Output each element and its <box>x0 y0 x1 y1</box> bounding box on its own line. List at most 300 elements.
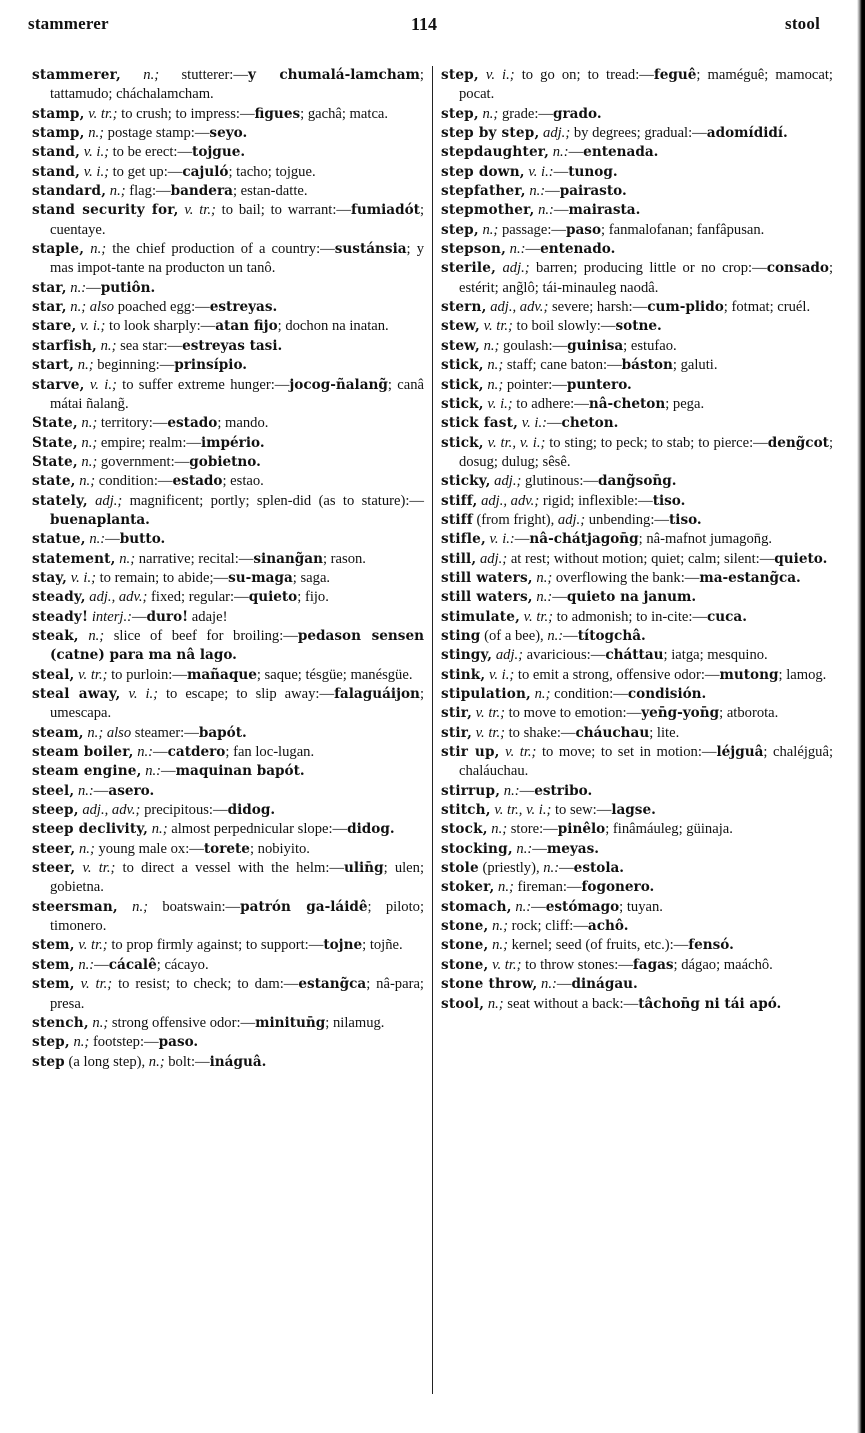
gloss-text: — <box>94 956 109 973</box>
headword: starfish, <box>32 337 97 354</box>
gloss-text: bolt:— <box>164 1053 210 1070</box>
grammar-label: adj., adv.; <box>78 802 141 819</box>
dictionary-entry <box>441 414 833 433</box>
translation: mutong <box>719 666 779 683</box>
gloss-text: (of a bee), <box>480 627 544 644</box>
grammar-label: adj.; <box>490 473 522 490</box>
grammar-label: adj.; <box>87 492 123 509</box>
dictionary-entry <box>32 627 424 666</box>
grammar-label: v. tr.; <box>178 202 216 219</box>
headword: stepson, <box>441 241 507 258</box>
gloss-text: beginning:— <box>93 357 175 374</box>
gloss-text: ; dosug; dulug; sêsê. <box>459 434 833 470</box>
dictionary-entry <box>32 1053 424 1072</box>
gloss-text: to move; to set in motion:— <box>536 744 717 761</box>
dictionary-entry <box>32 666 424 685</box>
translation: patrón ga-láidê <box>240 898 368 915</box>
grammar-label: n.; <box>483 376 504 393</box>
translation: estang̃ca <box>298 976 367 993</box>
headword: stately, <box>32 492 88 509</box>
gloss-text: seat without a back:— <box>503 995 639 1012</box>
headword: stand, <box>32 144 81 161</box>
headword: still waters, <box>441 589 533 606</box>
headword: steel, <box>32 782 75 799</box>
headword: stand, <box>32 163 81 180</box>
page-header <box>28 14 820 40</box>
translation: fensó. <box>688 937 734 954</box>
gloss-text: ; lite. <box>649 724 680 741</box>
gloss-text: strong offensive odor:— <box>108 1014 256 1031</box>
gloss-text: to admonish; to in-cite:— <box>552 608 707 625</box>
headword: steal away, <box>32 686 121 702</box>
gloss-text: ; fotmat; cruél. <box>723 299 811 316</box>
grammar-label: adj.; <box>496 260 530 277</box>
dictionary-entry <box>32 453 424 472</box>
grammar-label: v. i.; <box>120 686 159 702</box>
grammar-label: n.; <box>84 241 107 258</box>
gloss-text: to bail; to warrant:— <box>215 202 351 219</box>
dictionary-entry <box>441 66 833 105</box>
translation: adomídidí. <box>706 125 788 142</box>
headword: steam engine, <box>32 763 142 780</box>
dictionary-entry <box>441 492 833 511</box>
translation: estado <box>172 473 223 490</box>
dictionary-entry <box>441 956 833 975</box>
dictionary-entry <box>32 801 424 820</box>
gloss-text: overflowing the bank:— <box>552 569 700 586</box>
gloss-text: ; tacho; tojgue. <box>228 163 316 180</box>
gloss-text: ; umescapa. <box>50 686 424 722</box>
dictionary-entry <box>441 859 833 878</box>
translation: entenada. <box>583 144 659 161</box>
gloss-text: to resist; to check; to dam:— <box>112 976 299 993</box>
translation: asero. <box>108 782 155 799</box>
headword: State, <box>32 434 78 451</box>
grammar-label: n.; <box>77 415 98 432</box>
translation: estómago <box>545 898 620 915</box>
grammar-label: n.; <box>488 918 508 935</box>
gloss-text: postage stamp:— <box>104 125 210 142</box>
dictionary-entry <box>441 337 833 356</box>
gloss-text: ; cácayo. <box>156 956 209 973</box>
gloss-text: ; saque; tésgüe; manésgüe. <box>256 666 413 683</box>
dictionary-entry <box>32 956 424 975</box>
gloss-text: ; nilamug. <box>325 1014 385 1031</box>
translation: duro! <box>146 608 189 625</box>
translation: jocog-ñalang̃ <box>289 376 388 393</box>
gloss-text: magnificent; portly; splen-did (as to stature):— <box>122 492 424 509</box>
dictionary-entry <box>32 434 424 453</box>
headword: start, <box>32 357 75 374</box>
translation: tojne <box>323 937 363 954</box>
gloss-text: ; finâmáuleg; güinaja. <box>605 821 733 838</box>
translation: fumiadót <box>350 202 420 219</box>
gloss-text: ; estufao. <box>623 337 677 354</box>
grammar-label: n.; <box>487 821 508 838</box>
dictionary-entry <box>441 608 833 627</box>
headword: stool, <box>441 995 485 1012</box>
gloss-text: grade:— <box>498 105 554 122</box>
translation: seyo. <box>209 125 248 142</box>
dictionary-entry <box>32 240 424 279</box>
gloss-text: — <box>559 860 574 877</box>
gloss-text: territory:— <box>97 415 168 432</box>
dictionary-entry <box>441 569 833 588</box>
gloss-text: to prop firmly against; to support:— <box>107 937 324 954</box>
grammar-label: n.; <box>532 569 553 586</box>
headword: sterile, <box>441 260 497 277</box>
headword: stingy, <box>441 647 493 664</box>
grammar-label: v. tr.; <box>84 105 118 122</box>
grammar-label: v. tr.; <box>472 705 505 722</box>
translation: títogchâ. <box>577 627 646 644</box>
headword: stepdaughter, <box>441 144 550 161</box>
headword: stomach, <box>441 898 512 915</box>
dictionary-entry <box>32 105 424 124</box>
grammar-label: n.; also <box>66 299 115 316</box>
translation: cheton. <box>561 415 619 432</box>
translation: paso <box>565 221 602 238</box>
dictionary-entry <box>441 259 833 298</box>
headword: steer, <box>32 860 76 877</box>
headword: stick, <box>441 434 484 451</box>
headword: stocking, <box>441 840 513 857</box>
grammar-label: n.; <box>75 473 96 490</box>
grammar-label: v. tr.; <box>520 608 553 625</box>
gloss-text: ; dágao; maáchô. <box>673 956 773 973</box>
translation: bandera <box>170 183 233 200</box>
gloss-text: — <box>546 415 562 432</box>
headword: stew, <box>441 318 480 335</box>
headword: statue, <box>32 531 86 548</box>
gloss-text: ; tattamudo; cháchalamcham. <box>50 67 424 103</box>
gloss-text: boatswain:— <box>148 898 241 915</box>
dictionary-entry <box>32 859 424 898</box>
headword: sticky, <box>441 473 491 490</box>
gloss-text: almost perpednicular slope:— <box>167 821 348 838</box>
headword: steep declivity, <box>32 821 149 838</box>
headword: steak, <box>32 627 79 644</box>
dictionary-entry <box>32 898 424 937</box>
translation: guinisa <box>567 337 624 354</box>
gloss-text: at rest; without motion; quiet; calm; silent:— <box>507 550 775 567</box>
translation: estribo. <box>534 782 593 799</box>
translation: falaguáijon <box>334 686 420 702</box>
headword: steady, <box>32 589 86 606</box>
dictionary-entry <box>441 646 833 665</box>
grammar-label: n.: <box>500 782 520 799</box>
dictionary-entry <box>441 395 833 414</box>
headword: steer, <box>32 840 76 857</box>
headword: stare, <box>32 318 77 335</box>
right-column <box>441 66 833 1014</box>
translation: minitun̄g <box>255 1014 326 1031</box>
dictionary-entry <box>32 163 424 182</box>
gloss-text: ; nâ-para; presa. <box>50 976 424 1012</box>
dictionary-entry <box>32 724 424 743</box>
gloss-text: to escape; to slip away:— <box>158 686 335 702</box>
dictionary-entry <box>32 820 424 839</box>
gloss-text: ; chaléjguâ; chaláuchau. <box>459 744 833 780</box>
dictionary-entry <box>441 143 833 162</box>
dictionary-entry <box>32 1033 424 1052</box>
gloss-text: by degrees; gradual:— <box>570 125 707 142</box>
headword: stock, <box>441 821 488 838</box>
headword: State, <box>32 415 78 432</box>
gloss-text: — <box>545 183 560 200</box>
grammar-label: n.: <box>85 531 106 548</box>
grammar-label: n.; <box>75 840 95 857</box>
translation: bapót. <box>198 724 247 741</box>
dictionary-entry <box>441 917 833 936</box>
headword: step <box>32 1053 65 1070</box>
headword: stifle, <box>441 531 486 548</box>
grammar-label: adj.; <box>476 550 508 567</box>
headword: stiff <box>441 511 473 528</box>
translation: feguê <box>653 67 697 83</box>
gloss-text: ; pega. <box>665 395 705 412</box>
grammar-label: v. i.; <box>76 318 106 335</box>
gloss-text: ; iatga; mesquino. <box>663 647 768 664</box>
translation: catdero <box>167 744 226 761</box>
translation: cajuló <box>182 163 229 180</box>
translation: dinágau. <box>571 976 638 993</box>
headword: stick, <box>441 357 484 374</box>
grammar-label: n.; <box>483 357 504 374</box>
translation: figues <box>254 105 301 122</box>
translation: mairasta. <box>568 202 641 219</box>
headword: stir up, <box>441 744 500 761</box>
dictionary-entry <box>441 163 833 182</box>
translation: ma-estang̃ca. <box>699 569 801 586</box>
translation: cháttau <box>605 647 664 664</box>
headword: stay, <box>32 569 68 586</box>
gloss-text: ; cuentaye. <box>50 202 424 238</box>
grammar-label: n.: <box>506 241 526 258</box>
translation: estado <box>167 415 218 432</box>
headword: step down, <box>441 163 525 180</box>
translation: estola. <box>573 860 625 877</box>
gloss-text: (from fright), <box>472 511 555 528</box>
headword: step, <box>32 1034 70 1051</box>
translation: condisión. <box>627 686 707 702</box>
translation: sustánsia <box>334 241 407 258</box>
gloss-text: flag:— <box>125 183 171 200</box>
headword: stamp, <box>32 105 85 122</box>
grammar-label: n.; <box>145 1053 165 1070</box>
dictionary-entry <box>441 511 833 530</box>
headword: stem, <box>32 976 75 993</box>
dictionary-entry <box>441 936 833 955</box>
gloss-text: staff; cane baton:— <box>503 357 622 374</box>
translation: nâ-cheton <box>588 395 666 412</box>
headword: stipulation, <box>441 686 531 702</box>
translation: cum-plido <box>647 299 724 316</box>
gloss-text: ; ulen; gobietna. <box>50 860 424 896</box>
gloss-text: to direct a vessel with the helm:— <box>115 860 344 877</box>
dictionary-entry <box>441 995 833 1014</box>
gloss-text: store:— <box>507 821 558 838</box>
dictionary-entry <box>32 936 424 955</box>
dictionary-entry <box>441 105 833 124</box>
grammar-label: n.; <box>120 67 160 83</box>
dictionary-entry <box>441 182 833 201</box>
gloss-text: — <box>568 144 584 161</box>
dictionary-entry <box>441 124 833 143</box>
dictionary-entry <box>32 782 424 801</box>
translation: sinang̃an <box>253 550 323 567</box>
grammar-label: n.: <box>534 202 554 219</box>
headword: stem, <box>32 937 75 954</box>
headword: still, <box>441 550 477 567</box>
gloss-text: glutinous:— <box>521 473 598 490</box>
dictionary-entry <box>441 666 833 685</box>
grammar-label: v. tr.; <box>488 956 522 973</box>
headword: steam, <box>32 724 84 741</box>
gloss-text: — <box>525 241 541 258</box>
dictionary-entry <box>441 685 833 704</box>
headword: stir, <box>441 724 473 741</box>
gloss-text: steamer:— <box>131 724 199 741</box>
dictionary-entry <box>32 337 424 356</box>
grammar-label: n.; <box>77 434 98 451</box>
grammar-label: n.; <box>69 1034 90 1051</box>
headword: stone, <box>441 937 489 954</box>
dictionary-entry <box>32 279 424 298</box>
gloss-text: — <box>553 202 569 219</box>
translation: pedason sensen (catne) para ma nâ lago. <box>50 627 424 664</box>
gloss-text: — <box>131 608 147 625</box>
headword: steep, <box>32 802 79 819</box>
translation: quieto na janum. <box>566 589 697 606</box>
translation: quieto. <box>774 550 828 567</box>
translation: atan fijo <box>215 318 278 335</box>
gloss-text: ; y mas impot-tante na producton un tanô. <box>50 241 424 277</box>
headword: stick, <box>441 376 484 393</box>
headword: stench, <box>32 1014 89 1031</box>
page-number: 114 <box>411 14 438 34</box>
grammar-label: n.; <box>484 995 504 1012</box>
grammar-label: n.: <box>543 627 564 644</box>
headword: stamp, <box>32 125 85 142</box>
gloss-text: ; tojñe. <box>362 937 403 954</box>
dictionary-entry <box>32 492 424 531</box>
grammar-label: v. i.; <box>483 395 513 412</box>
translation: deng̃cot <box>767 434 829 451</box>
grammar-label: n.; <box>78 627 105 644</box>
gloss-text: (a long step), <box>64 1053 146 1070</box>
translation: fogonero. <box>581 879 655 896</box>
gloss-text: to boil slowly:— <box>512 318 616 335</box>
dictionary-entry <box>32 975 424 1014</box>
headword: state, <box>32 473 76 490</box>
grammar-label: v. tr., v. i.; <box>483 434 546 451</box>
headword: stick, <box>441 395 484 412</box>
grammar-label: n.: <box>74 782 94 799</box>
gloss-text: ; gachâ; matca. <box>300 105 389 122</box>
translation: meyas. <box>546 840 599 857</box>
dictionary-entry <box>32 376 424 415</box>
dictionary-entry <box>32 550 424 569</box>
gloss-text: — <box>86 279 101 296</box>
dictionary-entry <box>32 840 424 859</box>
translation: báston <box>621 357 673 374</box>
grammar-label: n.; <box>117 898 148 915</box>
grammar-label: adj., adv.; <box>486 299 549 316</box>
dictionary-entry <box>441 588 833 607</box>
headword: staple, <box>32 241 85 258</box>
headword: step, <box>441 105 479 122</box>
grammar-label: n.; <box>530 686 551 702</box>
dictionary-entry <box>32 608 424 627</box>
gloss-text: to crush; to impress:— <box>117 105 255 122</box>
gloss-text: ; galuti. <box>672 357 718 374</box>
gloss-text: — <box>563 627 578 644</box>
translation: império. <box>200 434 265 451</box>
headword: stern, <box>441 299 487 316</box>
grammar-label: n.: <box>539 860 560 877</box>
gloss-text: ; canâ mátai ñalang̃. <box>50 376 425 412</box>
gloss-text: ; lamog. <box>778 666 827 683</box>
dictionary-entry <box>32 588 424 607</box>
gloss-text: precipitous:— <box>140 802 228 819</box>
headword: stitch, <box>441 802 491 819</box>
translation: mañaque <box>186 666 257 683</box>
headword: statement, <box>32 550 116 567</box>
translation: cuca. <box>707 608 747 625</box>
dictionary-entry <box>32 298 424 317</box>
grammar-label: n.: <box>549 144 569 161</box>
dictionary-entry <box>32 743 424 762</box>
grammar-label: n.; <box>88 1014 109 1031</box>
headword: State, <box>32 453 78 470</box>
dictionary-entry <box>32 530 424 549</box>
gloss-text: ; mando. <box>217 415 269 432</box>
headword: step, <box>441 67 479 83</box>
grammar-label: v. tr.; <box>479 318 513 335</box>
gloss-text: — <box>161 763 176 780</box>
grammar-label: n.; <box>84 125 105 142</box>
dictionary-entry <box>32 182 424 201</box>
gloss-text: footstep:— <box>89 1034 159 1051</box>
grammar-label: v. tr.; <box>74 666 108 683</box>
translation: tiso. <box>652 492 686 509</box>
translation: sotne. <box>615 318 662 335</box>
headword: stir, <box>441 705 473 722</box>
gloss-text: to shake:— <box>504 724 576 741</box>
grammar-label: v. tr.; <box>472 724 505 741</box>
headword: step, <box>441 221 479 238</box>
grammar-label: n.: <box>511 898 532 915</box>
grammar-label: v. tr.; <box>74 937 108 954</box>
dictionary-entry <box>441 356 833 375</box>
gloss-text: empire; realm:— <box>97 434 201 451</box>
gloss-text: government:— <box>97 453 190 470</box>
dictionary-entry <box>32 143 424 162</box>
translation: torete <box>203 840 250 857</box>
grammar-label: n.: <box>133 744 154 761</box>
grammar-label: v. i.: <box>485 531 515 548</box>
translation: putiôn. <box>100 279 156 296</box>
gloss-text: pointer:— <box>503 376 567 393</box>
grammar-label: v. i.; <box>84 376 117 393</box>
dictionary-entry <box>441 530 833 549</box>
dictionary-entry <box>441 782 833 801</box>
grammar-label: v. tr.; <box>74 976 113 993</box>
gloss-text: adaje! <box>188 608 228 625</box>
grammar-label: n.: <box>512 840 533 857</box>
gloss-text: to sting; to peck; to stab; to pierce:— <box>545 434 768 451</box>
